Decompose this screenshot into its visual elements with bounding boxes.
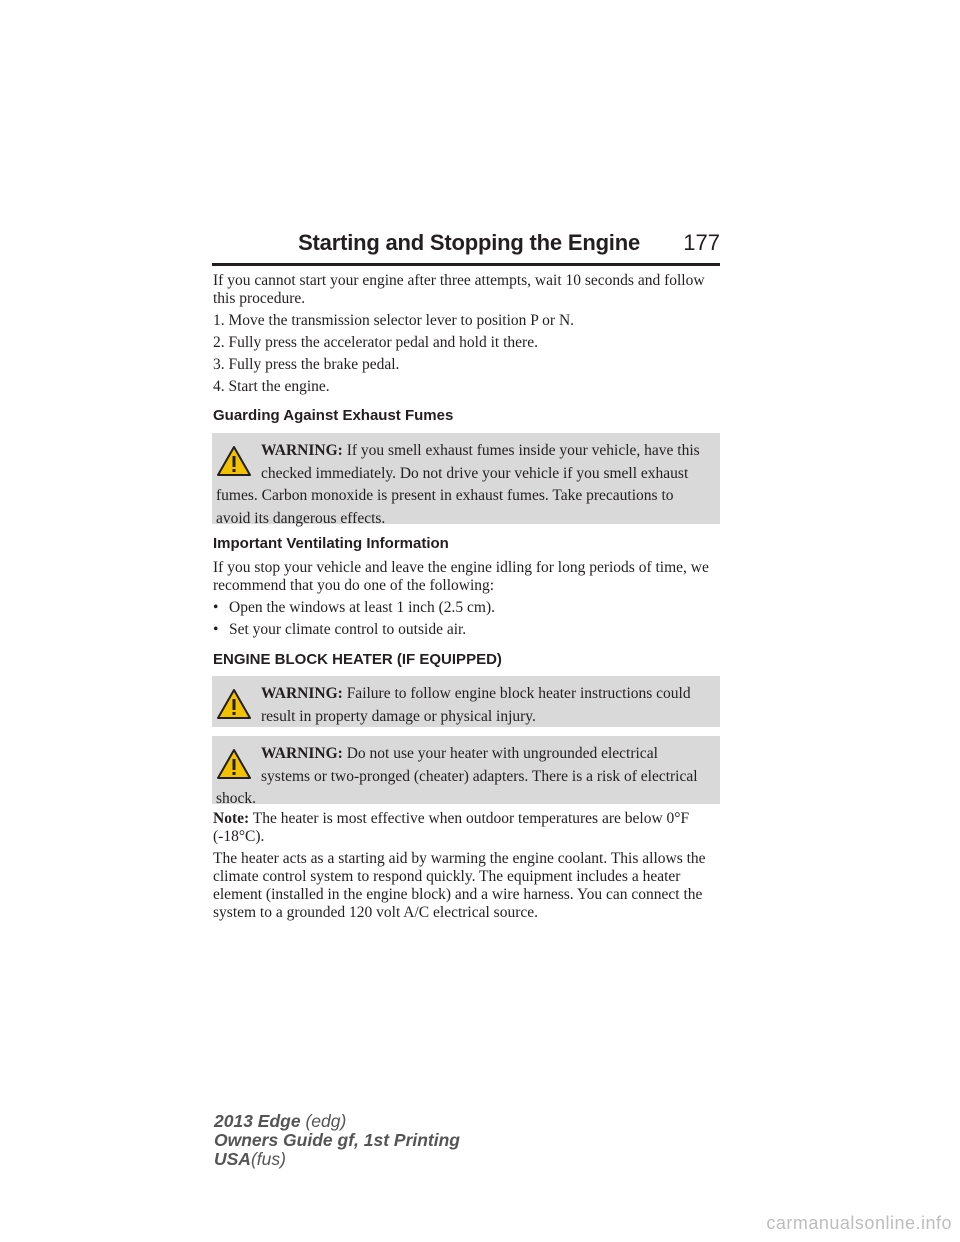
- bullet-item-windows: Open the windows at least 1 inch (2.5 cm).: [229, 599, 496, 616]
- footer-model: 2013 Edge: [214, 1111, 301, 1131]
- note-label: Note:: [213, 810, 250, 827]
- warning-triangle-icon: [216, 748, 256, 782]
- header-divider: [212, 263, 720, 266]
- warning-label: WARNING:: [261, 442, 343, 459]
- heading-engine-block-heater: ENGINE BLOCK HEATER (IF EQUIPPED): [213, 651, 502, 668]
- step-3: 3. Fully press the brake pedal.: [213, 356, 400, 373]
- ventilating-paragraph: If you stop your vehicle and leave the engine idling for long periods of time, we recommend that you do one of the following:: [213, 559, 709, 594]
- warning-box-electrical: [212, 736, 720, 807]
- footer-guide: Owners Guide gf, 1st Printing: [214, 1130, 460, 1150]
- step-4: 4. Start the engine.: [213, 378, 330, 395]
- warning-triangle-icon: [216, 445, 256, 479]
- warning-triangle-icon: [216, 688, 256, 722]
- bullet-item-climate: Set your climate control to outside air.: [229, 621, 467, 638]
- warning-text: Do not use your heater with ungrounded electrical systems or two-pronged (cheater) adapters. There is a risk of electrical shock.: [216, 745, 698, 807]
- heading-ventilating: Important Ventilating Information: [213, 535, 449, 552]
- intro-paragraph: If you cannot start your engine after three attempts, wait 10 seconds and follow this procedure.: [213, 272, 705, 307]
- warning-text: If you smell exhaust fumes inside your vehicle, have this checked immediately. Do not drive your vehicle if you smell exhaust fumes. Carbon monoxide is present in exhaust fumes. Take precautions to avoid its dangerous effects.: [216, 442, 700, 527]
- step-1: 1. Move the transmission selector lever to position P or N.: [213, 312, 575, 329]
- step-2: 2. Fully press the accelerator pedal and hold it there.: [213, 334, 538, 351]
- page-number: 177: [683, 230, 720, 255]
- bullet-marker: •: [213, 599, 219, 616]
- warning-label: WARNING:: [261, 685, 343, 702]
- footer-region-code: (fus): [250, 1149, 286, 1169]
- watermark: carmanualsonline.info: [766, 1213, 952, 1233]
- warning-text: Failure to follow engine block heater instructions could result in property damage or physical injury.: [261, 685, 691, 725]
- warning-box-exhaust: [212, 433, 720, 527]
- heater-paragraph: The heater acts as a starting aid by warming the engine coolant. This allows the climate control system to respond quickly. The equipment includes a heater element (installed in the engine block) and a wire harness. You can connect the system to a grounded 120 volt A/C electrical source.: [213, 850, 706, 921]
- bullet-marker: •: [213, 621, 219, 638]
- footer-edition-info: [214, 1112, 460, 1169]
- warning-box-block-heater: [212, 676, 720, 727]
- footer-region: USA: [214, 1149, 251, 1169]
- footer-model-code: (edg): [305, 1111, 347, 1131]
- warning-label: WARNING:: [261, 745, 343, 762]
- heading-exhaust-fumes: Guarding Against Exhaust Fumes: [213, 407, 454, 424]
- note-text: The heater is most effective when outdoor temperatures are below 0°F (-18°C).: [213, 810, 690, 845]
- note-paragraph: [213, 810, 723, 846]
- page-header-title: Starting and Stopping the Engine: [298, 230, 640, 255]
